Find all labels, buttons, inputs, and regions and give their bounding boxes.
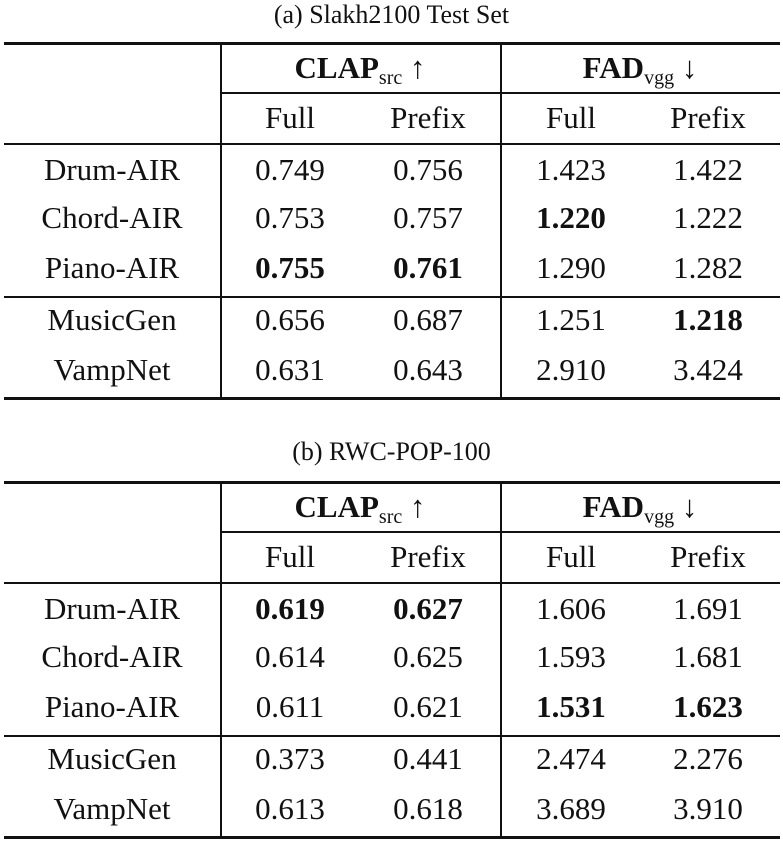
table-cell: 1.681 xyxy=(673,639,743,674)
table-cell: 1.220 xyxy=(536,200,606,235)
column-header: Prefix xyxy=(390,100,466,135)
table-cell: 0.656 xyxy=(255,302,325,337)
group-header-fad xyxy=(520,487,760,531)
arrow-up-icon: ↑ xyxy=(409,50,426,85)
group-header-fad xyxy=(520,48,760,92)
row-label: VampNet xyxy=(53,791,171,826)
table-cell: 0.619 xyxy=(255,591,325,626)
arrow-up-icon: ↑ xyxy=(409,489,426,524)
row-label: Drum-AIR xyxy=(43,152,181,187)
table-cell: 0.621 xyxy=(393,689,463,724)
table-cell: 1.623 xyxy=(673,689,743,724)
table-cell: 1.290 xyxy=(536,250,606,285)
column-header: Prefix xyxy=(670,100,746,135)
row-label: Drum-AIR xyxy=(43,591,181,626)
table-cell: 0.757 xyxy=(393,200,463,235)
column-header: Full xyxy=(546,100,596,135)
column-header: Full xyxy=(265,100,315,135)
column-header: Prefix xyxy=(390,539,466,574)
table-cell: 0.631 xyxy=(255,352,325,387)
group-header-subscript: src xyxy=(378,67,403,89)
group-header-subscript: vgg xyxy=(644,506,675,528)
header-rule xyxy=(4,582,780,584)
table-cell: 1.282 xyxy=(673,250,743,285)
column-header: Full xyxy=(265,539,315,574)
group-rule xyxy=(4,735,780,737)
arrow-down-icon: ↓ xyxy=(681,50,698,85)
group-header-subscript: src xyxy=(378,506,403,528)
table-cell: 1.423 xyxy=(536,152,606,187)
group-header-subscript: vgg xyxy=(644,67,675,89)
row-label: Chord-AIR xyxy=(41,200,183,235)
table-cell: 0.687 xyxy=(393,302,463,337)
row-label: Piano-AIR xyxy=(44,689,180,724)
table-cell: 0.756 xyxy=(393,152,463,187)
table-cell: 0.753 xyxy=(255,200,325,235)
group-header-main: CLAP xyxy=(294,50,379,85)
table-cell: 2.276 xyxy=(673,741,743,776)
table-cell: 3.689 xyxy=(536,791,606,826)
group-header-main: FAD xyxy=(582,489,645,524)
column-header: Prefix xyxy=(670,539,746,574)
table-cell: 0.625 xyxy=(393,639,463,674)
table-cell: 0.761 xyxy=(393,250,463,285)
table-cell: 0.441 xyxy=(393,741,463,776)
group-header-clap xyxy=(240,48,480,92)
table-cell: 0.755 xyxy=(255,250,325,285)
group-header-main: CLAP xyxy=(294,489,379,524)
table-cell: 1.606 xyxy=(536,591,606,626)
table-cell: 3.910 xyxy=(673,791,743,826)
row-label: Piano-AIR xyxy=(44,250,180,285)
table-cell: 0.373 xyxy=(255,741,325,776)
table-cell: 1.691 xyxy=(673,591,743,626)
row-label: Chord-AIR xyxy=(41,639,183,674)
arrow-down-icon: ↓ xyxy=(681,489,698,524)
table-cell: 0.618 xyxy=(393,791,463,826)
table-cell: 0.611 xyxy=(255,689,325,724)
table-cell: 0.614 xyxy=(255,639,325,674)
group-header-main: FAD xyxy=(582,50,645,85)
row-label: MusicGen xyxy=(47,741,177,776)
top-rule xyxy=(4,481,780,484)
table-cell: 0.749 xyxy=(255,152,325,187)
row-label: MusicGen xyxy=(47,302,177,337)
table-cell: 2.910 xyxy=(536,352,606,387)
row-label: VampNet xyxy=(53,352,171,387)
table-cell: 1.222 xyxy=(673,200,743,235)
table-cell: 0.613 xyxy=(255,791,325,826)
table-cell: 1.422 xyxy=(673,152,743,187)
header-rule xyxy=(4,143,780,145)
column-header: Full xyxy=(546,539,596,574)
table-cell: 1.218 xyxy=(673,302,743,337)
group-rule xyxy=(4,296,780,298)
table-cell: 1.531 xyxy=(536,689,606,724)
group-header-clap xyxy=(240,487,480,531)
bottom-rule xyxy=(4,836,780,839)
table-cell: 1.593 xyxy=(536,639,606,674)
table-cell: 2.474 xyxy=(536,741,606,776)
table-cell: 3.424 xyxy=(673,352,743,387)
table-cell: 1.251 xyxy=(536,302,606,337)
table-b-caption: (b) RWC-POP-100 xyxy=(292,437,491,466)
table-cell: 0.643 xyxy=(393,352,463,387)
top-rule xyxy=(4,42,780,45)
bottom-rule xyxy=(4,397,780,400)
table-cell: 0.627 xyxy=(393,591,463,626)
table-a-caption: (a) Slakh2100 Test Set xyxy=(273,0,510,29)
